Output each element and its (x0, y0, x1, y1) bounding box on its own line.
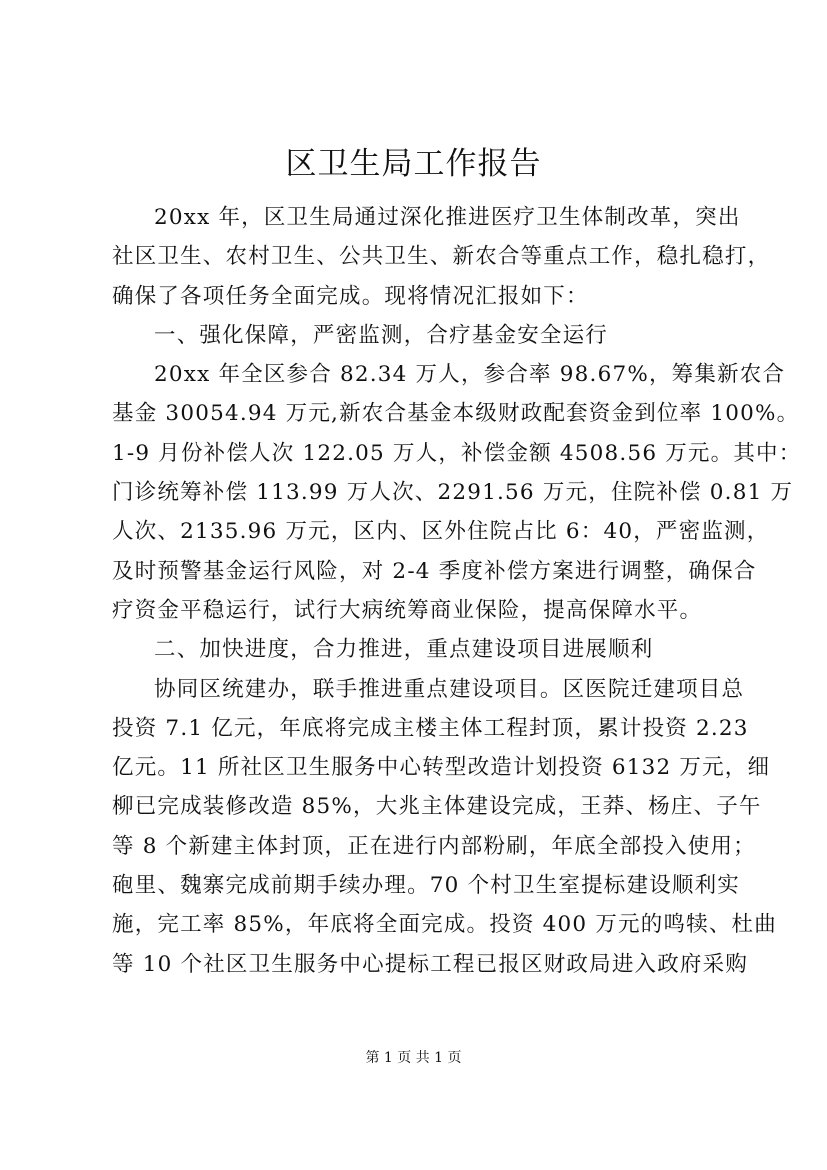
text-line: 协同区统建办，联手推进重点建设项目。区医院迁建项目总 (154, 676, 745, 702)
text-line: 砲里、魏寨完成前期手续办理。70 个村卫生室提标建设顺利实 (112, 873, 740, 899)
text-line: 投资 7.1 亿元，年底将完成主楼主体工程封顶，累计投资 2.23 (112, 715, 749, 741)
text-line: 疗资金平稳运行，试行大病统筹商业保险，提高保障水平。 (112, 597, 703, 623)
document-title: 区卫生局工作报告 (285, 146, 542, 182)
text-line: 施，完工率 85%，年底将全面完成。投资 400 万元的鸣犊、杜曲 (112, 912, 777, 938)
text-line: 等 10 个社区卫生服务中心提标工程已报区财政局进入政府采购 (112, 951, 749, 977)
text-line: 柳已完成装修改造 85%，大兆主体建设完成，王莽、杨庄、子午 (112, 794, 762, 820)
text-line: 20xx 年全区参合 82.34 万人，参合率 98.67%，筹集新农合 (154, 362, 786, 388)
text-line: 一、强化保障，严密监测，合疗基金安全运行 (154, 322, 609, 348)
text-line: 人次、2135.96 万元，区内、区外住院占比 6：40，严密监测， (112, 519, 770, 545)
text-line: 基金 30054.94 万元,新农合基金本级财政配套资金到位率 100%。 (112, 401, 800, 427)
text-line: 20xx 年，区卫生局通过深化推进医疗卫生体制改革，突出 (154, 205, 741, 230)
text-line: 二、加快进度，合力推进，重点建设项目进展顺利 (154, 637, 654, 663)
text-line: 社区卫生、农村卫生、公共卫生、新农合等重点工作，稳扎稳打， (112, 244, 771, 270)
text-line: 1-9 月份补偿人次 122.05 万人，补偿金额 4508.56 万元。其中： (112, 440, 802, 466)
document-body (112, 198, 802, 984)
text-line: 及时预警基金运行风险，对 2-4 季度补偿方案进行调整，确保合 (112, 558, 757, 584)
text-line: 等 8 个新建主体封顶，正在进行内部粉刷，年底全部投入使用； (112, 833, 756, 859)
text-line: 亿元。11 所社区卫生服务中心转型改造计划投资 6132 万元，细 (112, 755, 771, 781)
text-line: 门诊统筹补偿 113.99 万人次、2291.56 万元，住院补偿 0.81 万 (112, 480, 794, 506)
text-line: 确保了各项任务全面完成。现将情况汇报如下： (112, 283, 589, 309)
page-footer: 第 1 页 共 1 页 (365, 1050, 462, 1066)
